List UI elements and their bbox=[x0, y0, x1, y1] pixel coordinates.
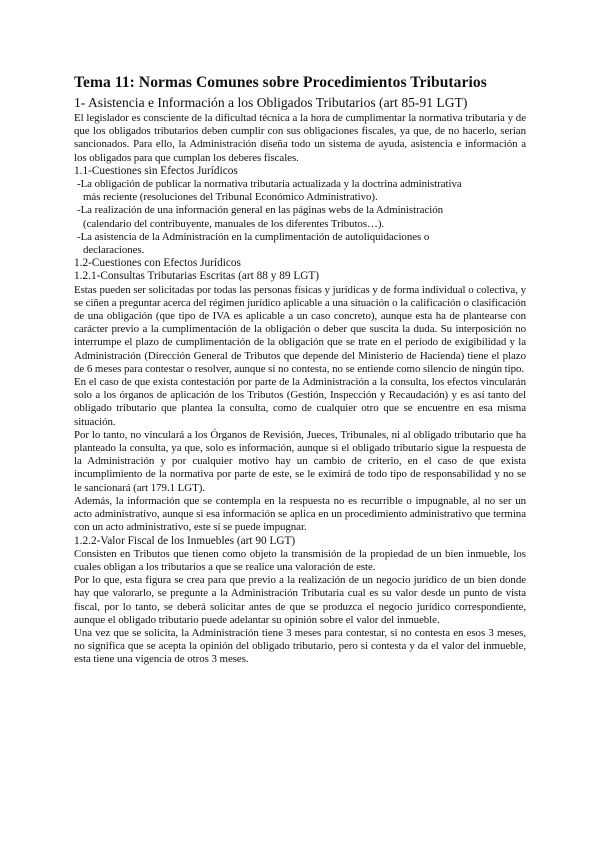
section-1-intro: El legislador es consciente de la dificultad técnica a la hora de cumplimentar la normativa tributaria y de que los obligados tributarios deben cumplir con sus obligaciones fiscales, ya que, de no hacerlo, serían sancionados. Para ello, la Administración diseña todo un sistema de ayuda, asistencia e información a los obligados para que cumplan los deberes fiscales. bbox=[74, 112, 526, 164]
paragraph: Consisten en Tributos que tienen como objeto la transmisión de la propiedad de un bien inmueble, los cuales obligan a los tributarios a que se realice una valoración de este. bbox=[74, 547, 526, 573]
paragraph: En el caso de que exista contestación por parte de la Administración a la consulta, los efectos vincularán solo a los órganos de aplicación de los Tributos (Gestión, Inspección y Recaudación) y es así tanto del obligado tributario que plantea la consulta, como de cualquier otro que se encuentre en esa misma situación. bbox=[74, 376, 526, 428]
paragraph: Por lo tanto, no vinculará a los Órganos de Revisión, Jueces, Tribunales, ni al obligado tributario que ha planteado la consulta, ya que, solo es información, aunque si el obligado tributario sigue la respuesta de la Administración y por cualquier motivo hay un cambio de criterio, en el caso de que exista incumplimiento de la normativa por parte de este, se le eximirá de todo tipo de responsabilidad y no se le sancionará (art 179.1 LGT). bbox=[74, 428, 526, 494]
paragraph: Una vez que se solicita, la Administración tiene 3 meses para contestar, si no contesta en esos 3 meses, no significa que se acepta la opinión del obligado tributario, pero si contesta y da el valor del inmueble, esta tiene una vigencia de otros 3 meses. bbox=[74, 626, 526, 666]
section-1-heading: 1- Asistencia e Información a los Obligados Tributarios (art 85-91 LGT) bbox=[74, 95, 468, 110]
subsection-1-1-heading: 1.1-Cuestiones sin Efectos Jurídicos bbox=[74, 164, 238, 177]
list-item: -La obligación de publicar la normativa tributaria actualizada y la doctrina administrativa más reciente (resoluciones del Tribunal Económico Administrativo). bbox=[77, 178, 462, 204]
paragraph: Además, la información que se contempla en la respuesta no es recurrible o impugnable, al no ser un acto administrativo, aunque si esa información se aplica en un procedimiento administrativo que termina con un acto administrativo, este sí se puede impugnar. bbox=[74, 494, 526, 534]
subsection-1-2-1-heading: 1.2.1-Consultas Tributarias Escritas (art 88 y 89 LGT) bbox=[74, 270, 320, 283]
document-title: Tema 11: Normas Comunes sobre Procedimientos Tributarios bbox=[74, 74, 487, 91]
list-item: -La asistencia de la Administración en la cumplimentación de autoliquidaciones o declaraciones. bbox=[77, 230, 430, 257]
subsection-1-2-heading: 1.2-Cuestiones con Efectos Jurídicos bbox=[74, 257, 241, 270]
paragraph: Por lo que, esta figura se crea para que previo a la realización de un negocio jurídico de un bien donde hay que valorarlo, se pregunte a la Administración Tributaria cual es su valor desde un punto de vista fiscal, por lo tanto, se deberá solicitar antes de que se produzca el negocio jurídico correspondiente, aunque el obligado tributario puede adelantar su opinión sobre el valor del inmueble. bbox=[74, 574, 526, 626]
paragraph: Estas pueden ser solicitadas por todas las personas físicas y jurídicas y de forma individual o colectiva, y se ciñen a preguntar acerca del régimen jurídico aplicable a una situación o la calificación o clasificación de una obligación (que tipo de IVA es aplicable a un caso concreto), aunque esta ha de plantearse con carácter previo a la cumplimentación de la obligación o deber que suscita la duda. Su interposición no interrumpe el plazo de cumplimentación de la obligación que se trate en el periodo de exigibilidad y la Administración (Dirección General de Tributos que depende del Ministerio de Hacienda) tiene el plazo de 6 meses para contestar o resolver, aunque si no contesta, no se entiende como silencio de ningún tipo. bbox=[74, 283, 526, 375]
list-item: -La realización de una información general en las páginas webs de la Administración (calendario del contribuyente, manuales de los diferentes Tributos…). bbox=[77, 204, 443, 230]
subsection-1-2-2-heading: 1.2.2-Valor Fiscal de los Inmuebles (art 90 LGT) bbox=[74, 534, 296, 547]
